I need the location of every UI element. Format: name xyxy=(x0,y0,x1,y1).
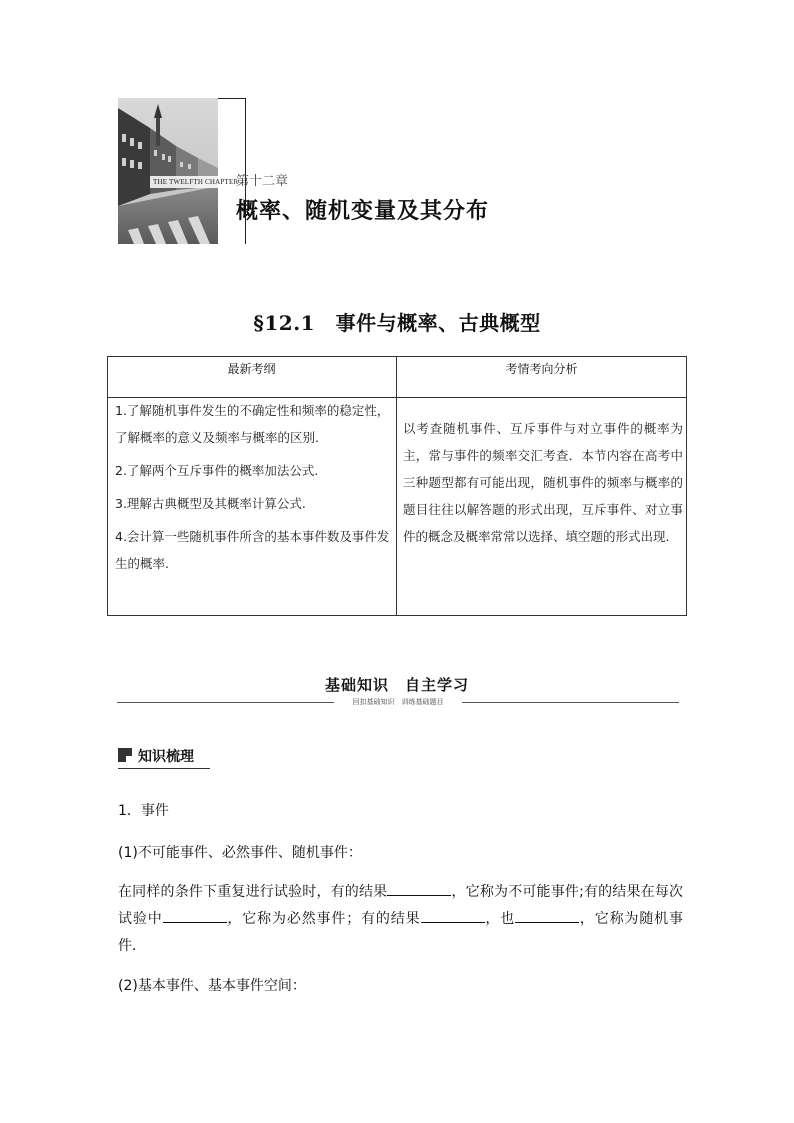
fill-blank[interactable] xyxy=(387,881,451,896)
knowledge-heading: 知识梳理 xyxy=(138,749,194,765)
item-heading-event: 1．事件 xyxy=(118,803,169,819)
paragraph-text: 在同样的条件下重复进行试验时，有的结果 xyxy=(118,884,388,900)
syllabus-item: 4.会计算一些随机事件所含的基本事件数及事件发生的概率. xyxy=(115,529,390,571)
chapter-banner: THE TWELFTH CHAPTER xyxy=(150,176,241,188)
subitem-event-types: (1)不可能事件、必然事件、随机事件： xyxy=(118,845,362,861)
heading-square-icon xyxy=(118,748,132,762)
paragraph-text: ，它称为不可能事件;有的结果在每次试验中 xyxy=(118,884,684,927)
fill-blank[interactable] xyxy=(515,908,579,923)
event-definition-paragraph xyxy=(118,879,683,960)
chapter-number: 第十二章 xyxy=(236,174,289,189)
chapter-title: 概率、随机变量及其分布 xyxy=(236,199,490,224)
paragraph-text: ，它称为必然事件；有的结果 xyxy=(226,911,421,927)
table-header-syllabus: 最新考纲 xyxy=(227,362,276,376)
table-column-divider xyxy=(396,356,397,616)
band-title: 基础知识 自主学习 xyxy=(324,676,469,694)
paragraph-text: ，也 xyxy=(484,911,516,927)
subitem-basic-events: (2)基本事件、基本事件空间： xyxy=(118,978,306,994)
band-divider-right xyxy=(462,702,679,703)
knowledge-heading-underline xyxy=(118,768,210,769)
analysis-cell: 以考查随机事件、互斥事件与对立事件的概率为主，常与事件的频率交汇考查．本节内容在高考中三种题型都有可能出现，随机事件的频率与概率的题目往往以解答题的形式出现，互斥事件、对立事件的概念及概率常常以选择、填空题的形式出现. xyxy=(403,421,683,544)
section-title: §12.1 事件与概率、古典概型 xyxy=(253,311,541,335)
syllabus-item: 3.理解古典概型及其概率计算公式. xyxy=(115,496,306,511)
band-subtitle: 回扣基础知识 训练基础题目 xyxy=(352,698,444,706)
band-divider-left xyxy=(117,702,334,703)
chapter-street-photo xyxy=(118,98,218,244)
syllabus-item: 1.了解随机事件发生的不确定性和频率的稳定性，了解概率的意义及频率与概率的区别. xyxy=(115,403,390,445)
table-header-analysis: 考情考向分析 xyxy=(505,362,578,376)
syllabus-cell xyxy=(115,397,390,583)
fill-blank[interactable] xyxy=(421,908,485,923)
syllabus-item: 2.了解两个互斥事件的概率加法公式. xyxy=(115,463,319,478)
fill-blank[interactable] xyxy=(163,908,227,923)
paragraph-text: ，它称为随机事件． xyxy=(118,911,684,954)
